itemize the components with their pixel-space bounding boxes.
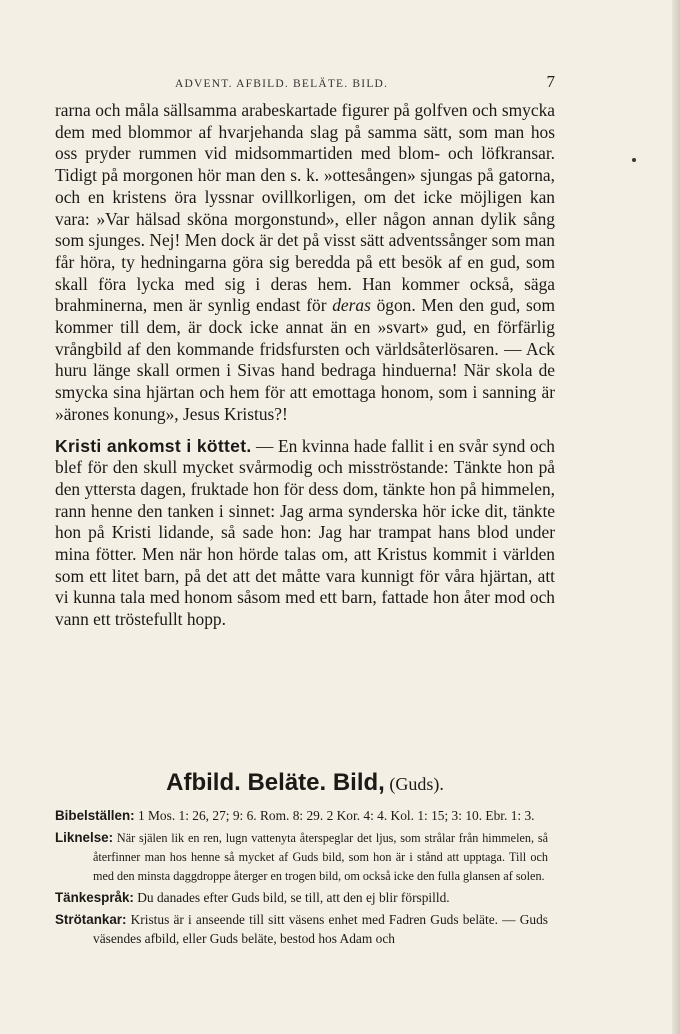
note-text: När själen lik en ren, lugn vattenyta återspeglar det ljus, som strålar från himmelen, så återfinner man hos henne så mycket af Guds bild, som hon är i stånd att upptaga. Till och med den minsta daggdroppe återger en trogen bild, om också icke den fulla glansen af solen. [93, 830, 548, 883]
paragraph-advent-text-end: ögon. Men den gud, som kommer till dem, är dock icke annat än en »svart» gud, en förfärlig vrångbild af den kommande fridsfursten och världsåterlösaren. — Ack huru länge skall ormen i Sivas hand bedraga hinduerna! När skola de smycka sina hjärtan och hem för att emottaga honom, som i sanning är »ärones konung», Jesus Kristus?! [55, 295, 555, 424]
main-text [55, 100, 555, 631]
note-label: Liknelse: [55, 829, 114, 845]
note-strotankar [55, 910, 548, 949]
paragraph-kristi-ankomst [55, 436, 555, 631]
section-title-main: Afbild. Beläte. Bild, [166, 769, 385, 796]
page-header [55, 72, 555, 92]
note-liknelse [55, 828, 548, 887]
ink-speck [632, 158, 636, 162]
page-edge-shadow [672, 0, 680, 1034]
running-title: ADVENT. AFBILD. BELÄTE. BILD. [175, 78, 389, 90]
note-label: Bibelställen: [55, 808, 135, 823]
section-heading: Kristi ankomst i köttet. [55, 435, 252, 456]
note-tankesprak [55, 888, 548, 908]
note-text: Du danades efter Guds bild, se till, att den ej blir förspilld. [133, 890, 450, 906]
note-label: Tänkespråk: [55, 890, 134, 906]
note-label: Strötankar: [55, 911, 127, 927]
notes-list [55, 806, 548, 951]
note-text: 1 Mos. 1: 26, 27; 9: 6. Rom. 8: 29. 2 Kor. 4: 4. Kol. 1: 15; 3: 10. Ebr. 1: 3. [134, 808, 535, 823]
italic-word: deras [332, 295, 371, 316]
page-number: 7 [546, 72, 555, 91]
paragraph-advent-text-start: rarna och måla sällsamma arabeskartade figurer på golfven och smycka dem med blommor af hvarjehanda slag på samma sätt, som man hos oss pryder rummen vid midsommartiden med blom- och löfkransar. Tidigt på morgonen hör man den s. k. »ottesången» sjungas på gatorna, och en kristens öra lyssnar ovillkorligen, om det icke möjligen kan vara: »Var hälsad sköna morgonstund», eller någon annan dylik sång som sjunges. Nej! Men dock är det på visst sätt adventssånger som man får höra, ty hedningarna göra sig beredda på ett besök af en gud, som skall föra lycka med sig i deras hem. Han kommer också, säga brahminerna, men är synlig endast för [55, 100, 555, 316]
note-text: Kristus är i anseende till sitt väsens enhet med Fadren Guds beläte. — Guds väsendes afbild, eller Guds beläte, bestod hos Adam och [93, 911, 548, 947]
paragraph-advent [55, 100, 555, 426]
section-title-sub: (Guds). [384, 774, 444, 794]
section-title [55, 768, 555, 799]
note-bibelstallen [55, 806, 548, 826]
paragraph-kristi-text: — En kvinna hade fallit i en svår synd och blef för den skull mycket svårmodig och misströstande: Tänkte hon på den yttersta dagen, fruktade hon för dess dom, tänkte hon på himmelen, rann henne den tanken i sinnet: Jag arma synderska hör icke dit, tänkte hon på Kristi lidande, så sade hon: Jag har trampat hans blod under mina fötter. Men när hon hörde talas om, att Kristus kommit i världen som ett litet barn, på det att det måtte vara kunnigt för våra hjärtan, att vi kunna tala med honom såsom med ett barn, fattade hon åter mod och vann ett tröstefullt hopp. [55, 435, 555, 630]
